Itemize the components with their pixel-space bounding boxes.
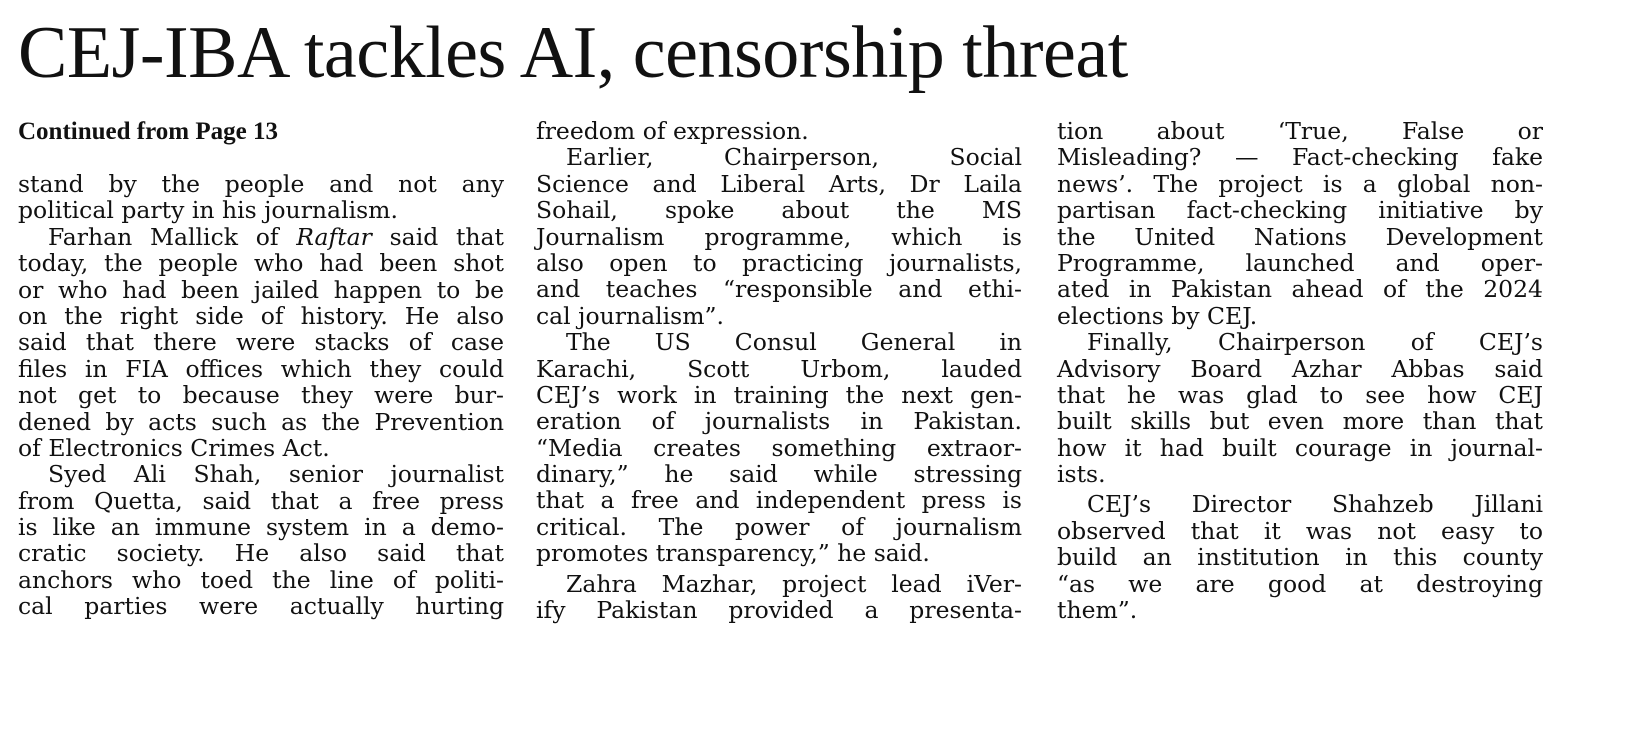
article-column-1 [18, 118, 504, 620]
text-line: that he was glad to see how CEJ [1057, 380, 1543, 409]
text-line: “as we are good at destroying [1057, 569, 1543, 598]
article-column-3 [1057, 118, 1543, 623]
text-line: promotes transparency,” he said. [536, 539, 930, 568]
text-line: or who had been jailed happen to be [18, 275, 504, 304]
text-line: “Media creates something extraor- [536, 433, 1022, 462]
text-line: that a free and independent press is [536, 486, 1022, 515]
text-line: elections by CEJ. [1057, 301, 1258, 330]
text-line: CEJ’s work in training the next gen- [536, 380, 1022, 409]
publication-name: Raftar [296, 222, 372, 251]
text-line: critical. The power of journalism [536, 512, 1022, 541]
text-line: anchors who toed the line of politi- [18, 565, 504, 594]
text-line: cal parties were actually hurting [18, 592, 504, 621]
text-line: cratic society. He also said that [18, 539, 504, 568]
continued-from-label: Continued from Page 13 [18, 118, 278, 145]
text-line: Earlier, Chairperson, Social [566, 143, 1022, 172]
text-segment: said that [371, 222, 505, 251]
article-column-2 [536, 118, 1022, 623]
text-line: Journalism programme, which is [536, 222, 1022, 251]
text-line: Syed Ali Shah, senior journalist [48, 460, 504, 489]
text-line: on the right side of history. He also [18, 301, 504, 330]
text-line: from Quetta, said that a free press [18, 486, 504, 515]
text-line: ated in Pakistan ahead of the 2024 [1057, 275, 1543, 304]
text-line: build an institution in this county [1057, 543, 1543, 572]
text-line: today, the people who had been shot [18, 249, 504, 278]
text-line: stand by the people and not any [18, 170, 504, 198]
text-line: freedom of expression. [536, 117, 809, 145]
text-line: also open to practicing journalists, [536, 248, 1022, 277]
text-line: said that there were stacks of case [18, 328, 504, 357]
text-line: CEJ’s Director Shahzeb Jillani [1087, 490, 1543, 519]
text-line: the United Nations Development [1057, 222, 1543, 251]
text-line: and teaches “responsible and ethi- [536, 275, 1022, 304]
text-line: of Electronics Crimes Act. [18, 433, 330, 462]
text-line: tion about ‘True, False or [1057, 117, 1543, 145]
text-line: them”. [1057, 596, 1138, 625]
text-line: cal journalism”. [536, 301, 724, 330]
text-line: Karachi, Scott Urbom, lauded [536, 354, 1022, 383]
text-line: eration of journalists in Pakistan. [536, 407, 1022, 436]
text-line: how it had built courage in journal- [1057, 433, 1543, 462]
text-line: not get to because they were bur- [18, 381, 504, 410]
text-line: Misleading? — Fact-checking fake [1057, 143, 1543, 172]
text-line: dinary,” he said while stressing [536, 460, 1022, 489]
text-line: ify Pakistan provided a presenta- [536, 596, 1022, 625]
text-line: Zahra Mazhar, project lead iVer- [566, 569, 1022, 598]
text-line: files in FIA offices which they could [18, 354, 504, 383]
text-line: ists. [1057, 460, 1106, 489]
text-line: observed that it was not easy to [1057, 516, 1543, 545]
text-line: Science and Liberal Arts, Dr Laila [536, 169, 1022, 198]
headline: CEJ-IBA tackles AI, censorship threat [18, 12, 1128, 94]
text-line [18, 224, 504, 250]
text-line: political party in his journalism. [18, 196, 398, 225]
text-line: news’. The project is a global non- [1057, 169, 1543, 198]
text-line: dened by acts such as the Prevention [18, 407, 504, 436]
text-line: partisan fact-checking initiative by [1057, 196, 1543, 225]
text-line: is like an immune system in a demo- [18, 513, 504, 542]
text-line: Programme, launched and oper- [1057, 248, 1543, 277]
text-line: built skills but even more than that [1057, 407, 1543, 436]
text-line: Sohail, spoke about the MS [536, 196, 1022, 225]
text-segment: Farhan Mallick of [48, 222, 297, 251]
text-line: Finally, Chairperson of CEJ’s [1087, 328, 1543, 357]
text-line: Advisory Board Azhar Abbas said [1057, 354, 1543, 383]
text-line: The US Consul General in [566, 328, 1022, 357]
